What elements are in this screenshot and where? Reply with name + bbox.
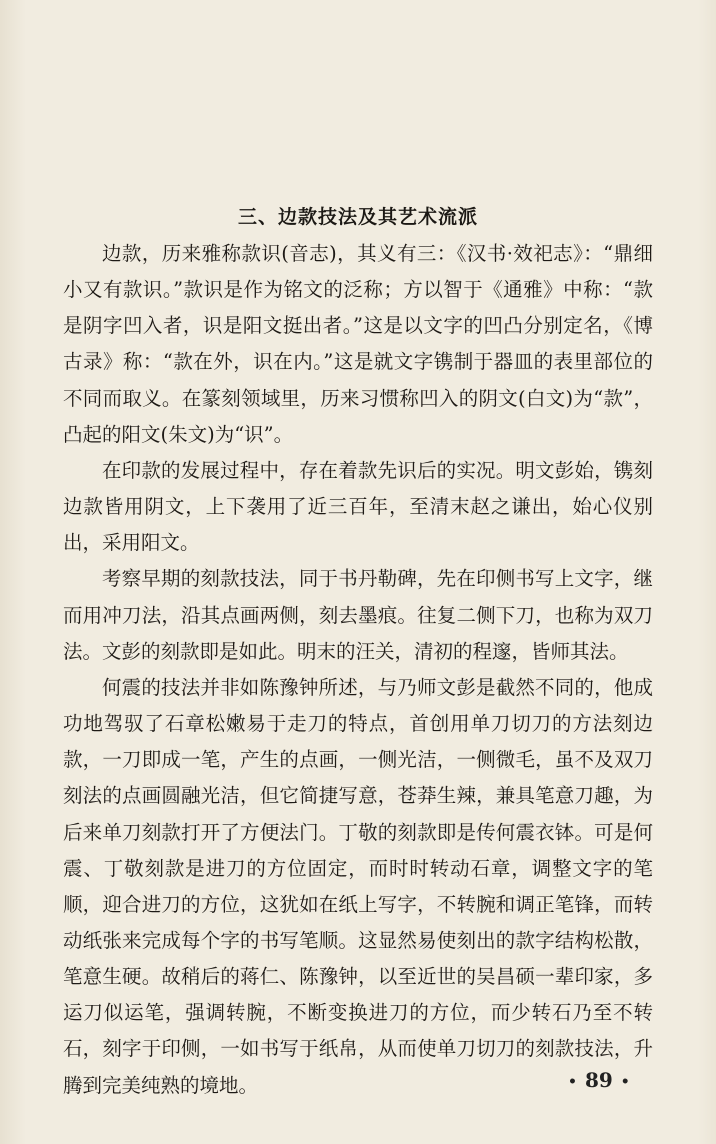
body-text [63,236,653,1104]
paragraph: 考察早期的刻款技法，同于书丹勒碑，先在印侧书写上文字，继而用冲刀法，沿其点画两侧，刻去墨痕。往复二侧下刀，也称为双刀法。文彭的刻款即是如此。明末的汪关，清初的程邃，皆师其法。 [63,567,653,663]
paragraph: 边款，历来雅称款识(音志)，其义有三：《汉书·效祀志》：“鼎细小又有款识。”款识是作为铭文的泛称；方以智于《通雅》中称：“款是阴字凹入者，识是阳文挺出者。”这是以文字的凹凸分别定名，《博古录》称：“款在外，识在内。”这是就文字镌制于器皿的表里部位的不同而取义。在篆刻领域里，历来习惯称凹入的阴文(白文)为“款”，凸起的阳文(朱文)为“识”。 [63,242,653,446]
paragraph: 在印款的发展过程中，存在着款先识后的实况。明文彭始，镌刻边款皆用阴文，上下袭用了近三百年，至清末赵之谦出，始心仪别出，采用阳文。 [63,458,653,555]
bullet-icon: • [620,1073,630,1090]
page-number: 89 [584,1068,613,1092]
paragraph: 何震的技法并非如陈豫钟所述，与乃师文彭是截然不同的，他成功地驾驭了石章松嫩易于走刀的特点，首创用单刀切刀的方法刻边款，一刀即成一笔，产生的点画，一侧光洁，一侧微毛，虽不及双刀刻法的点画圆融光洁，但它简捷写意，苍莽生辣，兼具笔意刀趣，为后来单刀刻款打开了方便法门。丁敬的刻款即是传何震衣钵。可是何震、丁敬刻款是进刀的方位固定，而时时转动石章，调整文字的笔顺，迎合进刀的方位，这犹如在纸上写字，不转腕和调正笔锋，而转动纸张来完成每个字的书写笔顺。这显然易使刻出的款字结构松散，笔意生硬。故稍后的蒋仁、陈豫钟，以至近世的吴昌硕一辈印家，多运刀似运笔，强调转腕，不断变换进刀的方位，而少转石乃至不转石，刻字于印侧，一如书写于纸帛，从而使单刀切刀的刻款技法，升腾到完美纯熟的境地。 [63,675,653,1097]
page-number-footer [560,1068,638,1092]
bullet-icon: • [568,1073,577,1090]
section-title: 三、边款技法及其艺术流派 [237,206,478,228]
